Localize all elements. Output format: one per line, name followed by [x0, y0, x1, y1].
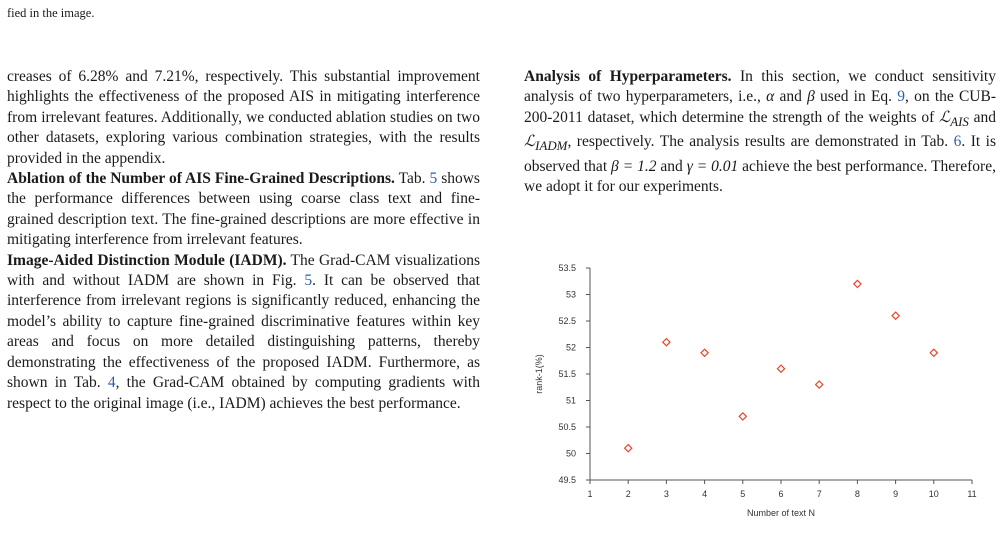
paragraph-ais-results: creases of 6.28% and 7.21%, respectively. This substantial improvement highlights the effectiveness of the proposed AIS in mitigating interference from irrelevant features. Additionally, we conducted ablation studies on two other datasets, exploring various combination strategies, with the results provided in the appendix.	[7, 68, 480, 167]
table-ref-link[interactable]: 5	[429, 170, 438, 188]
y-tick-label: 51.5	[558, 369, 576, 379]
section-heading: Image-Aided Distinction Module (IADM).	[7, 251, 287, 269]
equation-ref-link[interactable]: 9	[897, 88, 906, 106]
y-tick-label: 52.5	[558, 316, 576, 326]
x-tick-label: 1	[587, 489, 593, 499]
y-axis-label: rank-1(%)	[534, 354, 544, 394]
x-tick-label: 8	[854, 489, 860, 499]
paragraph-ablation-descriptions: Ablation of the Number of AIS Fine-Grained Descriptions. Tab. 5 shows the performance differences between using coarse class text and fine-grained description text. The fine-grained descriptions are more effective in mitigating interference from irrelevant features.	[7, 170, 480, 249]
data-point-diamond	[625, 445, 632, 452]
paragraph-hyperparameters: Analysis of Hyperparameters. In this section, we conduct sensitivity analysis of two hyperparameters, i.e., α and β used in Eq. 9, on the CUB-200-2011 dataset, which determine the strength of the weights of ℒ$_{AIS}$ and ℒ$_{IADM}$, respectively. The analysis results are demonstrated in Tab. 6. It is observed that β = 1.2 and γ = 0.01 achieve the best performance. Therefore, we adopt it for our experiments.	[524, 68, 997, 196]
x-axis-label: Number of text N	[746, 508, 816, 518]
y-tick-label: 53	[565, 289, 576, 300]
data-point-diamond	[930, 349, 937, 356]
loss-ais-symbol: ℒ$_{AIS}$	[939, 108, 969, 129]
paragraph-iadm: Image-Aided Distinction Module (IADM). The Grad-CAM visualizations with and without IADM are shown in Fig. 5. It can be observed that interference from irrelevant regions is significantly reduced, enhancing the model’s ability to capture fine-grained discriminative features within key areas and focus on more detailed distinguishing patterns, thereby demonstrating the effectiveness of the proposed IADM. Furthermore, as shown in Tab. 4, the Grad-CAM obtained by computing gradients with respect to the original image (i.e., IADM) achieves the best performance.	[7, 251, 481, 412]
data-point-diamond	[854, 280, 861, 287]
table-ref-link[interactable]: 6	[953, 133, 962, 151]
data-point-diamond	[739, 413, 746, 420]
x-tick-label: 5	[740, 489, 746, 499]
x-tick-label: 2	[625, 489, 631, 499]
section-heading: Analysis of Hyperparameters.	[524, 68, 732, 85]
chart-svg	[520, 258, 1000, 528]
loss-iadm-symbol: ℒ$_{IADM}$	[524, 133, 568, 154]
y-tick-label: 49.5	[558, 475, 576, 485]
figure-ref-link[interactable]: 5	[304, 272, 313, 290]
preceding-text-fragment: fied in the image.	[7, 6, 95, 20]
data-point-diamond	[816, 381, 823, 388]
data-point-diamond	[777, 365, 784, 372]
y-tick-label: 52	[565, 342, 576, 353]
x-tick-label: 4	[702, 489, 708, 499]
x-tick-label: 10	[928, 489, 939, 499]
y-tick-label: 51	[565, 395, 576, 406]
data-point-diamond	[701, 349, 708, 356]
section-heading: Ablation of the Number of AIS Fine-Grained Descriptions.	[7, 170, 395, 188]
y-tick-label: 50.5	[558, 422, 576, 432]
y-tick-label: 53.5	[558, 263, 576, 273]
data-point-diamond	[892, 312, 899, 319]
left-column	[7, 67, 480, 414]
data-point-diamond	[663, 339, 670, 346]
hyperparameter-scatter-chart	[520, 258, 1000, 528]
y-tick-label: 50	[565, 448, 576, 459]
x-tick-label: 7	[816, 489, 822, 499]
x-tick-label: 3	[663, 489, 669, 499]
right-column	[524, 67, 996, 198]
x-tick-label: 11	[967, 489, 977, 499]
table-ref-link[interactable]: 4	[107, 374, 116, 392]
x-tick-label: 9	[893, 489, 899, 499]
x-tick-label: 6	[778, 489, 784, 499]
